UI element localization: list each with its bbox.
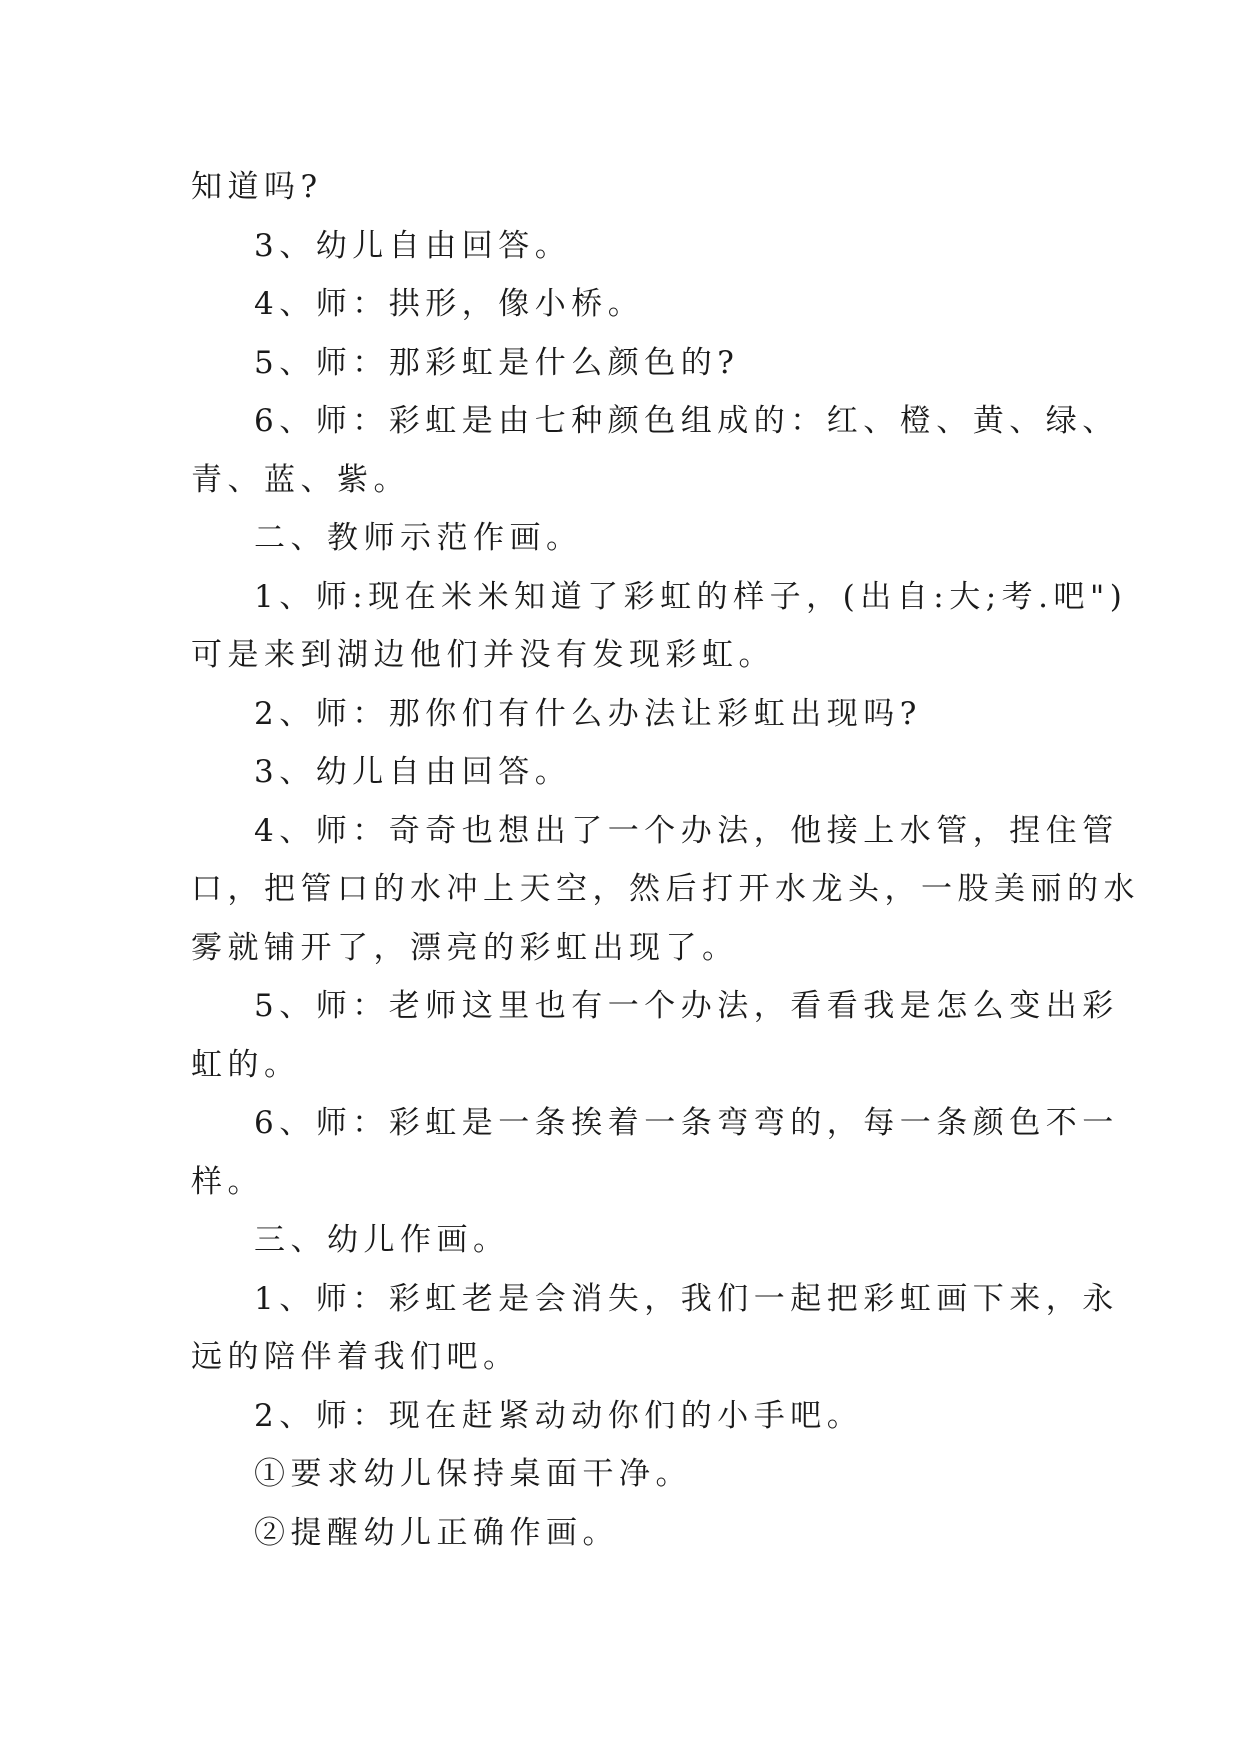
text-line: 口，把管口的水冲上天空，然后打开水龙头，一股美丽的水 <box>191 871 1140 907</box>
text-line: 6、师：彩虹是由七种颜色组成的：红、橙、黄、绿、 <box>254 403 1119 439</box>
text-line: ①要求幼儿保持桌面干净。 <box>254 1456 692 1492</box>
section-heading: 三、幼儿作画。 <box>254 1222 510 1258</box>
text-line: 远的陪伴着我们吧。 <box>191 1339 520 1375</box>
text-line: 3、幼儿自由回答。 <box>254 754 572 790</box>
text-line: 5、师：那彩虹是什么颜色的? <box>254 344 740 381</box>
text-line: 4、师：奇奇也想出了一个办法，他接上水管，捏住管 <box>254 812 1119 849</box>
text-line: 2、师：那你们有什么办法让彩虹出现吗? <box>254 695 922 732</box>
text-line: 知道吗? <box>191 169 323 205</box>
text-line: 可是来到湖边他们并没有发现彩虹。 <box>191 637 775 673</box>
text-line: 6、师：彩虹是一条挨着一条弯弯的，每一条颜色不一 <box>254 1105 1119 1141</box>
text-line: 样。 <box>191 1163 264 1200</box>
text-line: ②提醒幼儿正确作画。 <box>254 1514 619 1551</box>
text-line: 1、师:现在米米知道了彩虹的样子，(出自:大;考.吧") <box>254 578 1128 615</box>
document-body <box>191 158 1140 1562</box>
text-line: 青、蓝、紫。 <box>191 461 410 498</box>
text-line: 3、幼儿自由回答。 <box>254 227 572 264</box>
text-line: 4、师：拱形，像小桥。 <box>254 286 645 322</box>
text-line: 2、师：现在赶紧动动你们的小手吧。 <box>254 1397 864 1434</box>
text-line: 雾就铺开了，漂亮的彩虹出现了。 <box>191 929 739 966</box>
text-line: 1、师：彩虹老是会消失，我们一起把彩虹画下来，永 <box>254 1280 1119 1317</box>
section-heading: 二、教师示范作画。 <box>254 520 583 556</box>
text-line: 虹的。 <box>191 1046 301 1083</box>
text-line: 5、师：老师这里也有一个办法，看看我是怎么变出彩 <box>254 988 1119 1024</box>
